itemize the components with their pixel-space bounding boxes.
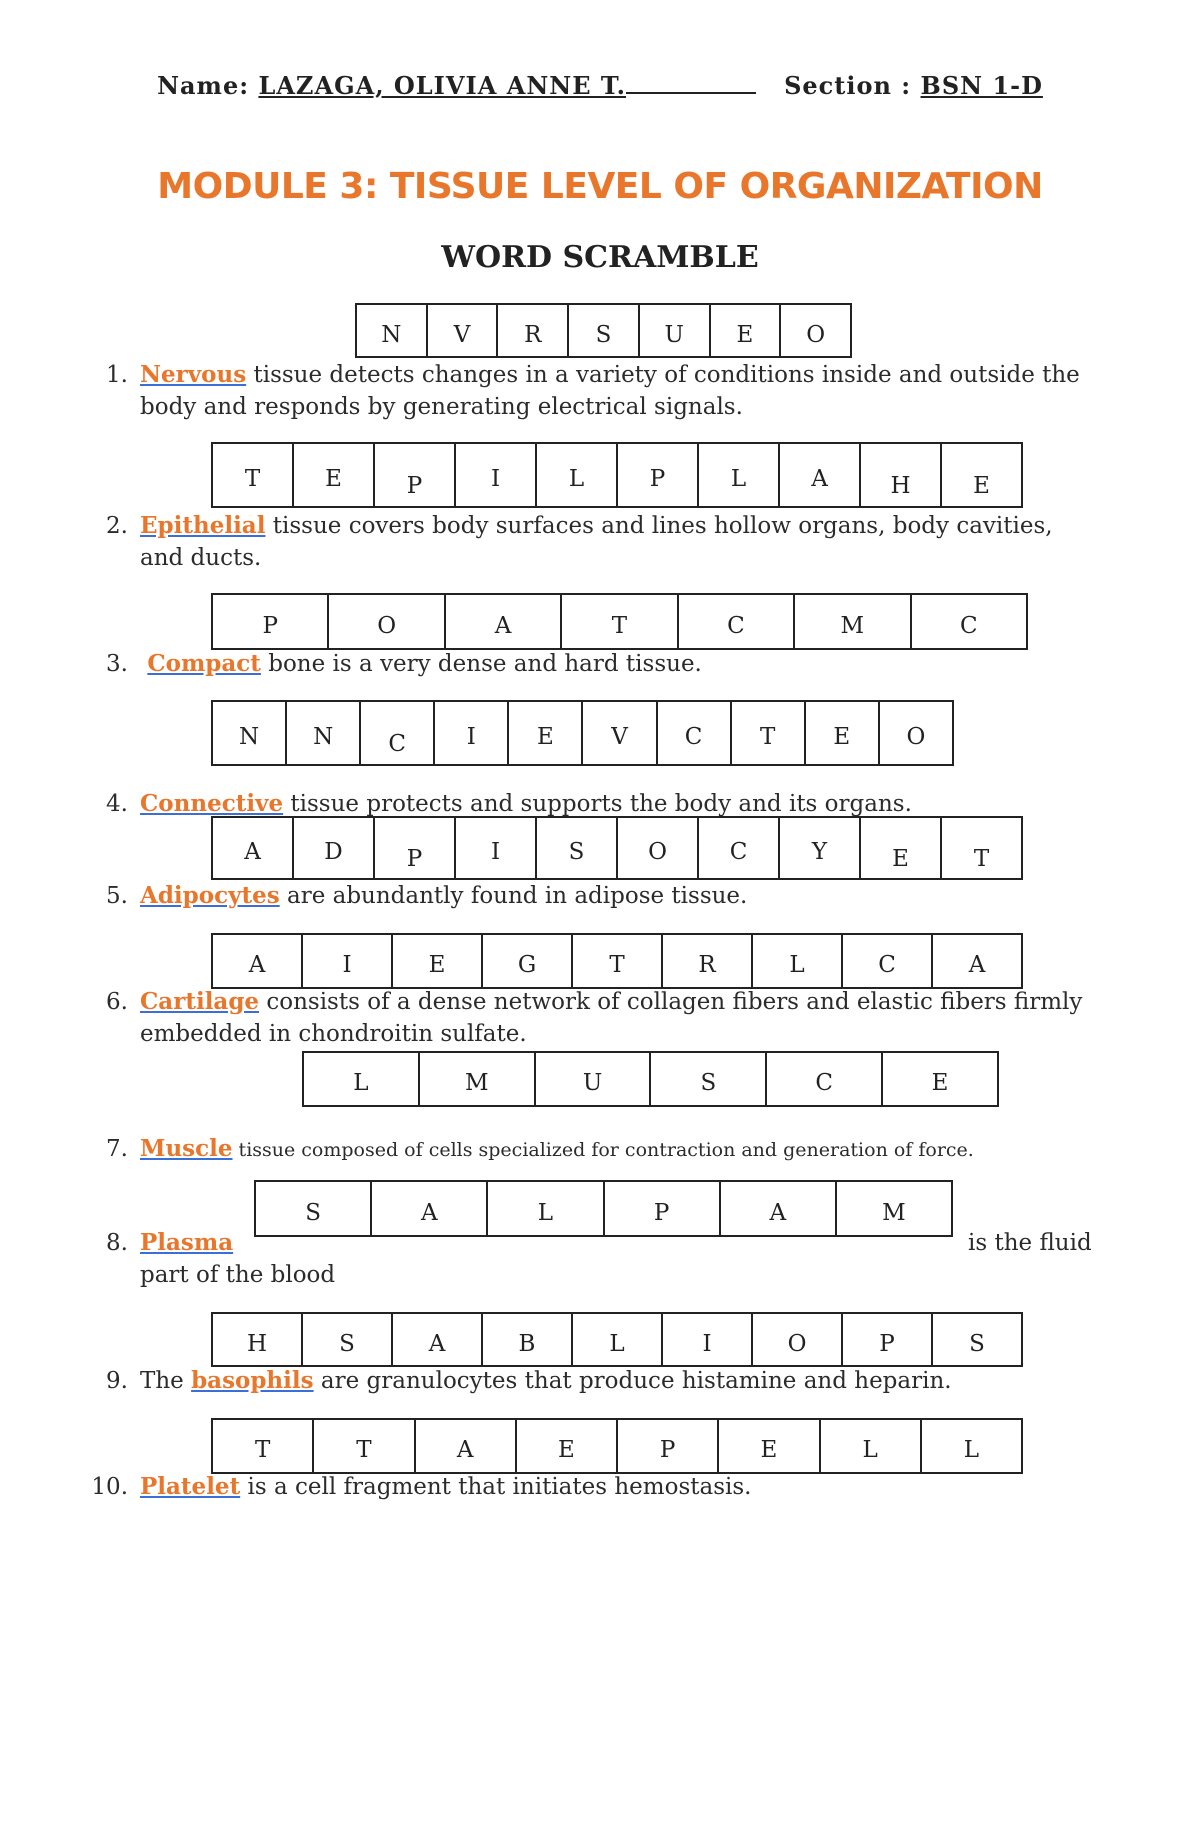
letter-tile: O (779, 305, 850, 356)
clue-number: 4. (106, 791, 128, 817)
letter-tile: O (751, 1314, 841, 1365)
letter-tile: M (835, 1182, 951, 1235)
clue-7: 7. Muscle tissue composed of cells specialized for contraction and generation of force. (88, 1133, 1148, 1166)
answer: Connective (140, 790, 284, 817)
clue-4: 4. Connective tissue protects and supports the body and its organs. (88, 788, 1148, 820)
letter-tile: T (312, 1420, 413, 1472)
letter-tile: O (878, 702, 952, 764)
letter-tile: T (254, 1437, 271, 1463)
letter-tile: P (262, 612, 278, 639)
letter-tile: S (649, 1053, 765, 1105)
letter-tile: I (454, 818, 535, 878)
name-blank-line (626, 72, 756, 94)
letter-tile: A (248, 952, 266, 978)
clue-number: 9. (106, 1368, 128, 1394)
letter-tile: L (486, 1182, 602, 1235)
letter-tile: V (581, 702, 655, 764)
letter-tile: P (841, 1314, 931, 1365)
letter-tile: C (677, 595, 793, 648)
letter-tiles-5 (211, 816, 1023, 880)
section-label: Section : (784, 71, 912, 100)
letter-tile: M (418, 1053, 534, 1105)
letter-tile: H (246, 1330, 268, 1357)
letter-tile: O (327, 595, 443, 648)
letter-tile: N (381, 321, 402, 348)
header (0, 71, 1200, 100)
answer: Epithelial (140, 512, 266, 539)
letter-tile: S (301, 1314, 391, 1365)
letter-tile: A (244, 839, 261, 865)
clue-2: 2. Epithelial tissue covers body surfaces and lines hollow organs, body cavities, and ducts. (88, 510, 1148, 574)
name-label: Name: (157, 71, 250, 100)
letter-tile: P (616, 444, 697, 506)
letter-tiles-3 (211, 593, 1028, 650)
letter-tile: C (910, 595, 1026, 648)
letter-tile: H (859, 444, 940, 506)
letter-tile: I (301, 935, 391, 987)
letter-tile: P (373, 818, 454, 878)
letter-tile: I (433, 702, 507, 764)
letter-tile: T (244, 466, 261, 492)
letter-tiles-9 (211, 1312, 1023, 1367)
answer: Adipocytes (140, 882, 280, 909)
clue-8: 8. Plasma is the fluid part of the blood (88, 1227, 1148, 1291)
letter-tile: C (765, 1053, 881, 1105)
letter-tile: N (238, 724, 260, 750)
letter-tile: A (931, 935, 1021, 987)
letter-tile: E (717, 1420, 818, 1472)
name-value: LAZAGA, OLIVIA ANNE T. (258, 71, 626, 100)
letter-tile: E (881, 1053, 997, 1105)
letter-tile: S (567, 305, 638, 356)
letter-tile: G (481, 935, 571, 987)
letter-tile: C (656, 702, 730, 764)
answer: Compact (147, 650, 261, 677)
letter-tile: A (370, 1182, 486, 1235)
letter-tile: C (359, 702, 433, 764)
letter-tile: R (496, 305, 567, 356)
letter-tile: S (305, 1199, 321, 1226)
letter-tile: E (507, 702, 581, 764)
letter-tile: I (454, 444, 535, 506)
letter-tiles-1 (355, 303, 852, 358)
clue-number: 1. (106, 362, 128, 388)
letter-tile: E (709, 305, 780, 356)
clue-number: 6. (106, 989, 128, 1015)
clue-1: 1. Nervous tissue detects changes in a variety of conditions inside and outside the body and responds by generating electrical signals. (88, 359, 1148, 423)
letter-tile: R (661, 935, 751, 987)
letter-tile: L (353, 1070, 369, 1096)
letter-tile: E (940, 444, 1021, 506)
answer: Cartilage (140, 988, 260, 1015)
letter-tile: P (603, 1182, 719, 1235)
letter-tile: S (535, 818, 616, 878)
letter-tile: E (292, 444, 373, 506)
clue-number: 7. (106, 1136, 128, 1162)
letter-tile: I (661, 1314, 751, 1365)
module-title: MODULE 3: TISSUE LEVEL OF ORGANIZATION (157, 166, 1043, 207)
letter-tiles-6 (211, 933, 1023, 989)
letter-tile: L (751, 935, 841, 987)
letter-tile: E (804, 702, 878, 764)
letter-tile: V (426, 305, 497, 356)
letter-tile: L (819, 1420, 920, 1472)
letter-tile: L (920, 1420, 1021, 1472)
answer: Nervous (140, 361, 247, 388)
letter-tile: S (931, 1314, 1021, 1365)
letter-tiles-2 (211, 442, 1023, 508)
letter-tile: E (859, 818, 940, 878)
letter-tile: L (697, 444, 778, 506)
letter-tiles-10 (211, 1418, 1023, 1474)
clue-number: 5. (106, 883, 128, 909)
letter-tile: Y (778, 818, 859, 878)
letter-tiles-7 (302, 1051, 999, 1107)
clue-number: 10. (91, 1474, 128, 1500)
letter-tile: T (730, 702, 804, 764)
letter-tile: U (638, 305, 709, 356)
letter-tile: C (697, 818, 778, 878)
letter-tile: A (778, 444, 859, 506)
letter-tile: C (841, 935, 931, 987)
letter-tile: A (719, 1182, 835, 1235)
clue-3: 3. Compact bone is a very dense and hard tissue. (88, 648, 1148, 680)
letter-tile: P (616, 1420, 717, 1472)
answer: Platelet (140, 1473, 241, 1500)
letter-tile: M (793, 595, 909, 648)
clue-6: 6. Cartilage consists of a dense network of collagen fibers and elastic fibers firmly embedded in chondroitin sulfate. (88, 986, 1148, 1050)
letter-tile: D (292, 818, 373, 878)
letter-tiles-4 (211, 700, 954, 766)
answer: basophils (191, 1367, 314, 1394)
answer: Plasma (140, 1229, 234, 1256)
letter-tile: U (534, 1053, 650, 1105)
letter-tile: N (285, 702, 359, 764)
clue-number: 3. (106, 651, 128, 677)
letter-tile: A (414, 1420, 515, 1472)
section-value: BSN 1-D (920, 71, 1043, 100)
clue-10: 10. Platelet is a cell fragment that initiates hemostasis. (88, 1471, 1148, 1503)
letter-tile: T (940, 818, 1021, 878)
worksheet-subtitle: WORD SCRAMBLE (441, 240, 759, 275)
letter-tile: E (391, 935, 481, 987)
letter-tile: E (515, 1420, 616, 1472)
letter-tile: L (535, 444, 616, 506)
clue-number: 8. (106, 1230, 128, 1256)
letter-tile: O (616, 818, 697, 878)
answer: Muscle (140, 1135, 233, 1162)
letter-tile: L (571, 1314, 661, 1365)
clue-9: 9. The basophils are granulocytes that produce histamine and heparin. (88, 1365, 1148, 1397)
letter-tile: A (444, 595, 560, 648)
letter-tile: T (571, 935, 661, 987)
clue-5: 5. Adipocytes are abundantly found in adipose tissue. (88, 880, 1148, 912)
clue-number: 2. (106, 513, 128, 539)
letter-tile: T (560, 595, 676, 648)
letter-tile: A (391, 1314, 481, 1365)
letter-tile: P (373, 444, 454, 506)
letter-tile: B (481, 1314, 571, 1365)
